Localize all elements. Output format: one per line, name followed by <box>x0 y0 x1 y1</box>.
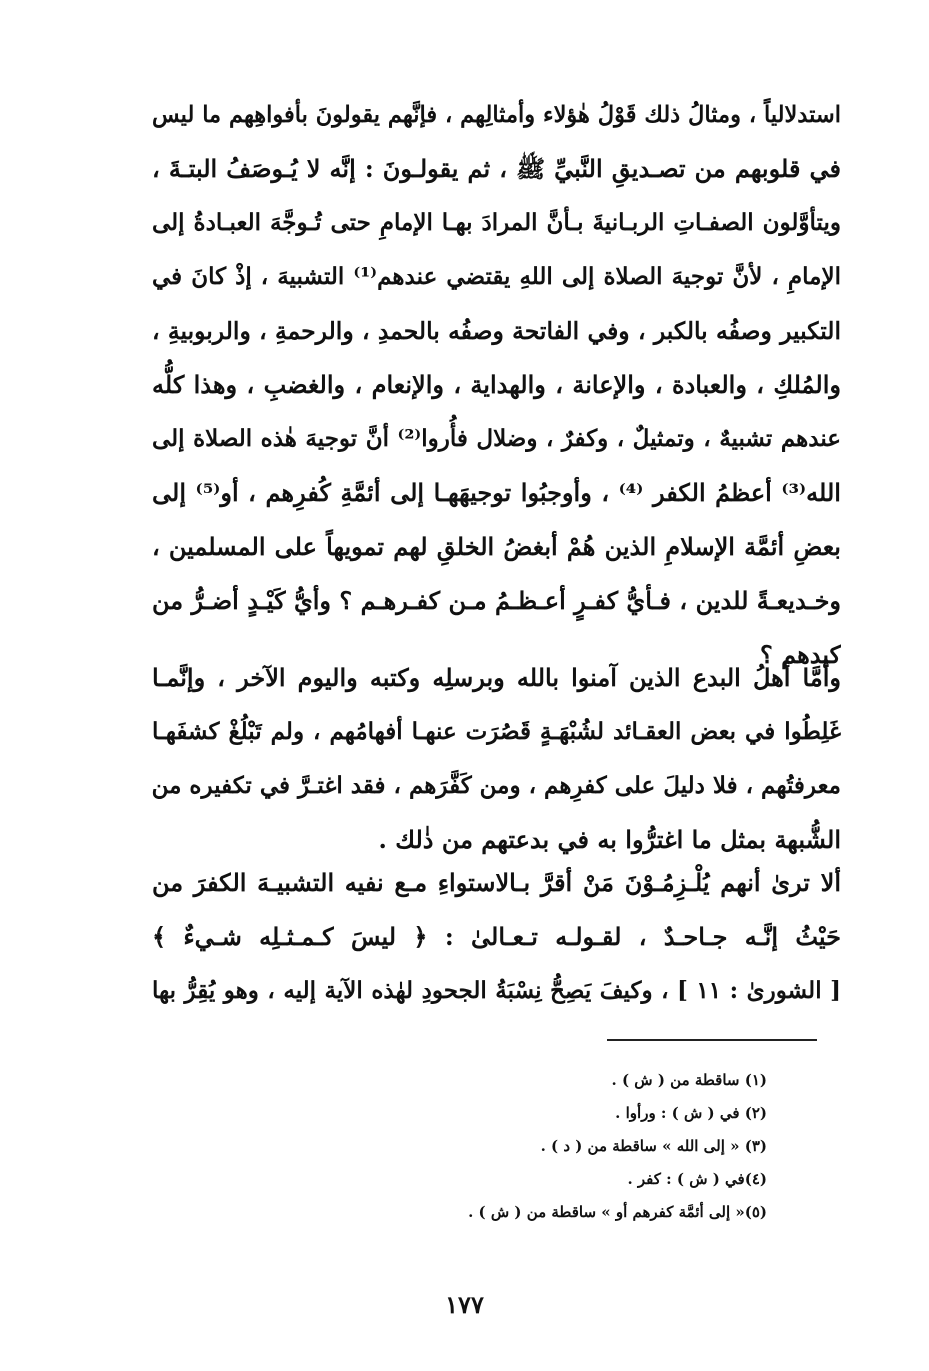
text-line: التكبير وصفُه بالكبر ، وفي الفاتحة وصفُه بالحمدِ ، والرحمةِ ، والربوبيةِ ، <box>152 317 841 345</box>
text-line: عندهم تشبيهٌ ، وتمثيلٌ ، وكفرٌ ، وضلال فأُروا⁽²⁾ أنَّ توجيهَ هٰذه الصلاة إلى <box>152 425 841 452</box>
paragraph-1 <box>152 88 841 682</box>
text-line: استدلالياً ، ومثالُ ذلك قَوْلُ هٰؤلاء وأمثالِهم ، فإنَّهم يقولونَ بأفواهِهم ما ليس <box>152 102 841 128</box>
text-line: كيدهم ؟ <box>760 640 841 669</box>
text-line: وأمَّا أهلُ البدع الذين آمنوا بالله وبرسلِه وكتبه واليوم الآخر ، وإنَّمـا <box>152 663 841 692</box>
footnote-divider <box>607 1039 817 1041</box>
footnotes <box>347 1064 767 1229</box>
text-line: معرفتُهم ، فلا دليلَ على كفرِهم ، ومن كَفَّرَهم ، فقد اغتـرَّ في تكفيره من <box>152 772 841 799</box>
paragraph-2 <box>152 651 841 867</box>
footnote-3: (٣) « إلى الله » ساقطة من ( د ) . <box>540 1137 767 1155</box>
text-line: ويتأوَّلون الصفـاتِ الربـانيةَ بـأنَّ المرادَ بهـا الإمامِ حتى تُـوجَّهَ العبـادةُ إلى <box>152 209 841 236</box>
text-line: وخـديعـةً للدين ، فـأيُّ كفـرٍ أعـظـمُ مـن كفـرهـم ؟ وأيُّ كَيْـدٍ أضـرُّ من <box>152 586 841 615</box>
footnote-1: (١) ساقطة من ( ش ) . <box>611 1071 767 1089</box>
text-line: حَيْثُ إنَّـه جـاحـدٌ ، لقـولـه تـعـالىٰ : ﴿ ليسَ كـمـثـلِه شـيءٌ ﴾ <box>152 922 841 951</box>
footnote-5: (٥)« إلى أئمَّة كفرهم أو » ساقطة من ( ش ) . <box>468 1203 767 1221</box>
text-line: الشُّبهة بمثل ما اغترُّوا به في بدعتهم من ذٰلك . <box>378 825 841 854</box>
text-line: الله⁽³⁾ أعظمُ الكفر ⁽⁴⁾ ، وأوجبُوا توجيهَهـا إلى أئمَّةِ كُفرِهم ، أو⁽⁵⁾ إلى <box>152 478 841 507</box>
page-number: ١٧٧ <box>445 1290 484 1319</box>
text-line: في قلوبهم من تصـديقِ النَّبيِّ ﷺ ، ثم يقولـونَ : إنَّه لا يُـوصَفُ البتـةَ ، <box>152 154 841 183</box>
paragraph-3 <box>152 856 841 1018</box>
text-line: [ الشورىٰ : ١١ ] ، وكيفَ يَصِحُّ نِسْبَةُ الجحودِ لهٰذه الآية إليه ، وهو يُقِرُّ بها <box>152 977 841 1004</box>
footnote-2: (٢) في ( ش ) : ورأوا . <box>615 1104 767 1122</box>
text-line: بعضِ أئمَّة الإسلامِ الذين هُمْ أبغضُ الخلقِ لهم تمويهاً على المسلمين ، <box>152 532 841 561</box>
text-line: غَلِطُوا في بعض العقـائد لشُبْهَـةٍ قَصُرَت عنهـا أفهامُهم ، ولم تَبْلُغْ كشفَهـا <box>152 718 841 745</box>
text-line: ألا ترىٰ أنهم يُلْـزِمُـوْنَ مَنْ أقرَّ بـالاستواءِ مـع نفيه التشبيـهَ الكفرَ من <box>152 868 841 897</box>
footnote-4: (٤)في ( ش ) : كفر . <box>627 1170 767 1188</box>
text-line: الإمامِ ، لأنَّ توجيهَ الصلاة إلى اللهِ يقتضي عندهم⁽¹⁾ التشبيهَ ، إذْ كانَ في <box>152 263 841 290</box>
text-line: والمُلكِ ، والعبادة ، والإعانة ، والهداية ، والإنعام ، والغضبِ ، وهذا كلُّه <box>152 370 841 399</box>
